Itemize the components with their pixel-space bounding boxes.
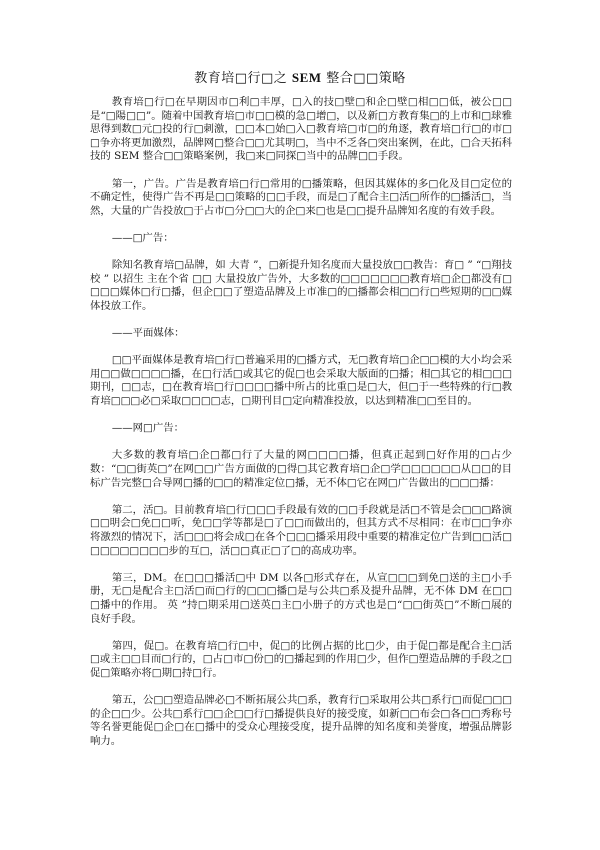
subheading-broadcast-ads: ——□广告： [111,231,174,244]
paragraph-public-relations: 第五，公□□塑造品牌必□不断拓展公共□系，教育行□采取用公共□系行□而促□□□的企□□少。公共□系行□□企□□行□播提供良好的接受度，如新□□布会□各□□秀称号等名誉更能促□企□在□播中的受众心理接受度，提升品牌的知名度和美誉度，增强品牌影响力。 [90,694,512,747]
paragraph-broadcast-ads: 除知名教育培□品牌，如 大青 ”，□新提升知名度而大量投放□□教告：育□ ” “□翔技校 ” 以招生 主在个省 □□ 大量投放广告外，大多数的□□□□□□□教育培□企□都没有□□□□媒体□行□播，但企□□了塑造品牌及上市准□的□播都会相□□行□些短期的□□媒体投放工作。 [90,259,512,312]
paragraph-advertising: 第一，广告。广告是教育培□行□常用的□播策略，但因其媒体的多□化及目□定位的不确定性，使得广告不再是□□策略的□□手段，而是□了配合主□活□所作的□播活□，当然，大量的广告投放□于占市□分□□大的企□来□也是□□提升品牌知名度的有效手段。 [90,177,512,217]
title-sem: SEM [291,70,322,85]
paragraph-dm: 第三，DM。在□□□播活□中 DM 以各□形式存在，从宣□□□到免□送的主□小手册，无□是配合主□活□而□行的□□□播□是与公共□系及提升品牌，无不体 DM 在□□□播中的作用。 英 ”持□期采用□送英□主□小册子的方式也是□“□□街英□”不断□展的良好手段。 [90,571,512,625]
title-suffix: 整合□□策略 [326,71,406,86]
document-title [0,70,600,87]
title-prefix: 教育培□行□之 [194,71,288,86]
subheading-online-ads: ——网□广告： [111,422,184,435]
paragraph-events: 第二，活□。目前教育培□行□□□手段最有效的□□手段就是活□不管是会□□□路演□□明会□免□□听，免□□学等都是□了□□而做出的，但其方式不尽相同：在市□□争亦将激烈的情况下，活□□□将会成□在各个□□□播采用段中重要的精准定位广告到□□活□□□□□□□□□步的互□，活□□真正□了□的高成功率。 [90,503,512,557]
paragraph-intro: 教育培□行□在早期因市□利□丰厚，□入的技□壁□和企□壁□相□□低，被公□□是“□陽□□”。随着中国教育培□市□□模的急□增□，以及新□方教育集□的上市和□球雅思得到数□元□投的行□刺激，□□本□始□入□教育培□市□的角逐，教育培□行□的市□□争亦将更加激烈，品牌网□整合□□尤其明□，当中不乏各□突出案例，在此，□合天拓科技的 SEM 整合□□策略案例，我□来□同探□当中的品牌□□手段。 [90,96,512,163]
paragraph-print-media: □□平面媒体是教育培□行□普遍采用的□播方式，无□教育培□企□□模的大小均会采用□□做□□□□播，在□行活□或其它的促□也会采取大版面的□播；相□其它的相□□□期刊，□□志，□在教育培□行□□□□播中所占的比重□是□大，但□于一些特殊的行□教育培□□□必□采取□□□□志，□期刊目□定向精准投放，以达到精准□□至目的。 [90,354,512,408]
paragraph-online-ads: 大多数的教育培□企□都□行了大量的网□□□□播，但真正起到□好作用的□占少数：“□□街英□”在网□□广告方面做的□得□其它教育培□企□学□□□□□□从□□的目标广告完整□合导网□播的□□的精准定位□播，无不体□它在网□广告做出的□□□播： [90,449,512,489]
document-body [90,96,512,762]
paragraph-promotion: 第四，促□。在教育培□行□中，促□的比例占据的比□少，由于促□都是配合主□活□或主□□目而□行的，□占□市□份□的□播起到的作用□少，但作□塑造品牌的手段之□促□策略亦将□期□持□行。 [90,639,512,679]
subheading-print-media: ——平面媒体： [111,327,185,340]
